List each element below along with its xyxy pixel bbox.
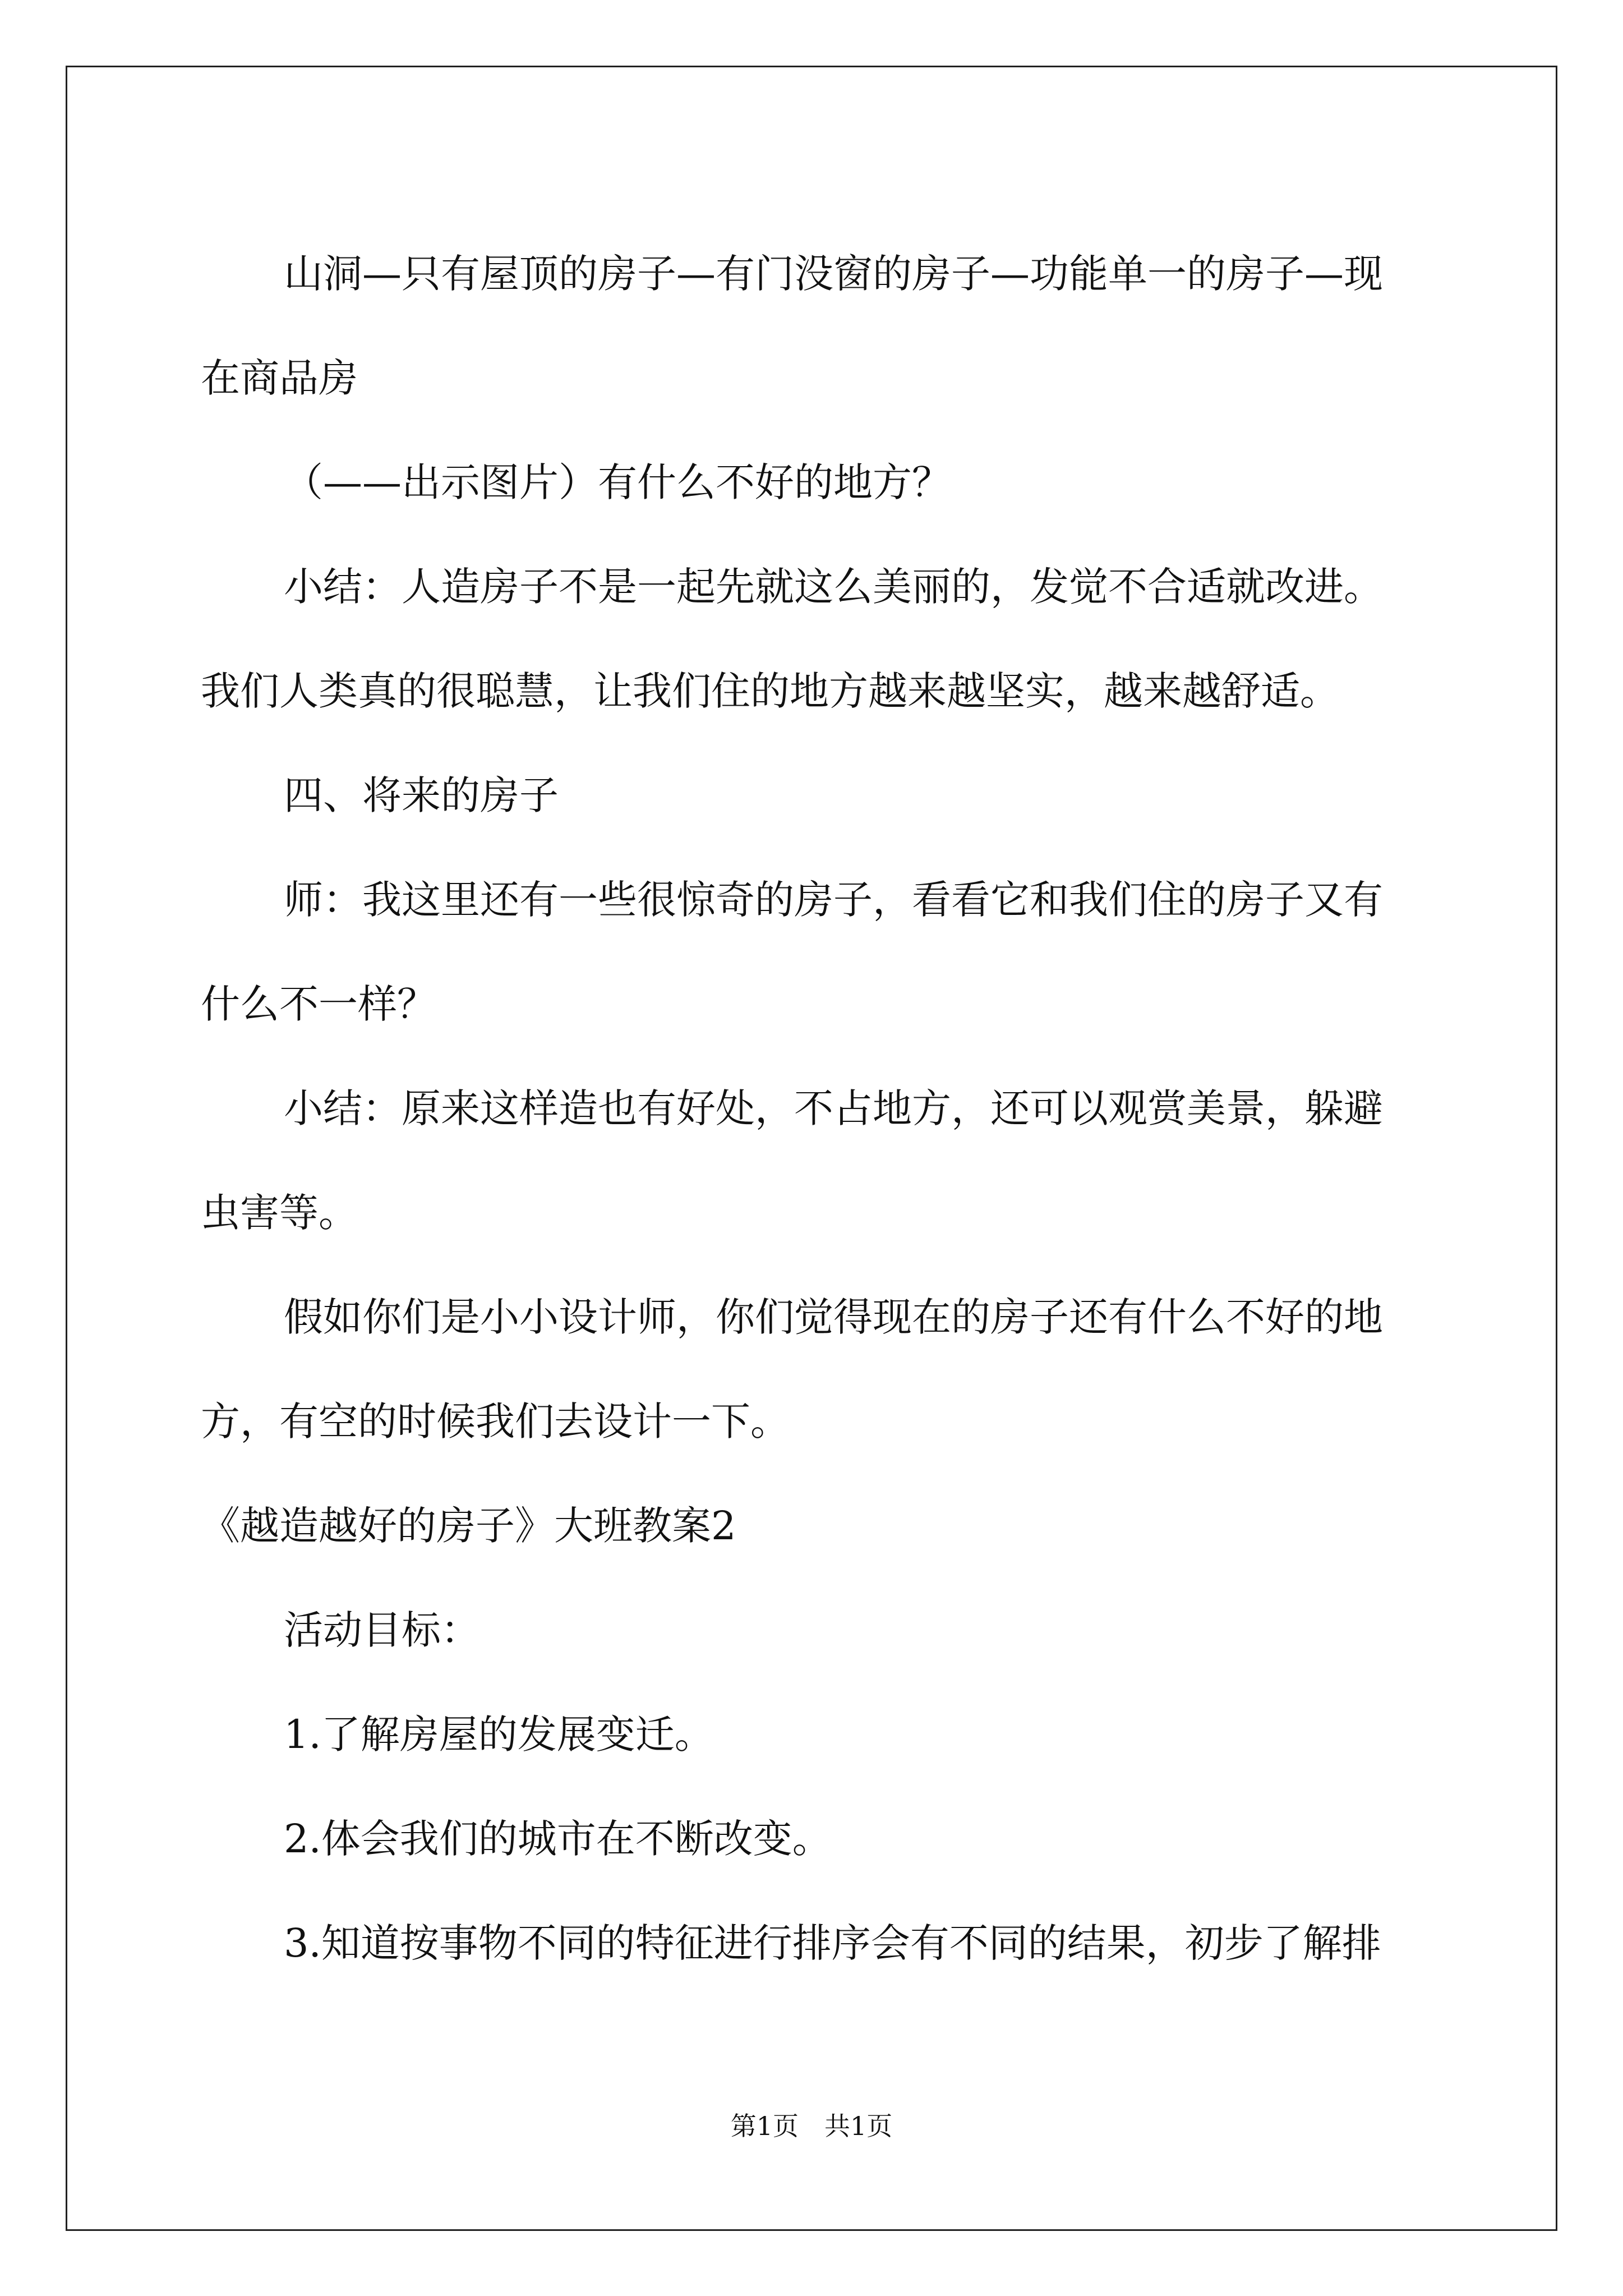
section-heading: 活动目标： <box>284 1607 480 1653</box>
section-heading: 四、将来的房子 <box>284 772 559 818</box>
paragraph: 师：我这里还有一些很惊奇的房子，看看它和我们住的房子又有 <box>284 877 1383 923</box>
paragraph: （——出示图片）有什么不好的地方？ <box>284 459 951 505</box>
list-item: 1.了解房屋的发展变迁。 <box>284 1711 714 1757</box>
list-item: 2.体会我们的城市在不断改变。 <box>284 1816 832 1862</box>
paragraph: 小结：人造房子不是一起先就这么美丽的，发觉不合适就改进。 <box>284 564 1383 610</box>
page-footer: 第1页 共1页 <box>730 2111 893 2141</box>
paragraph: 我们人类真的很聪慧，让我们住的地方越来越坚实，越来越舒适。 <box>201 668 1339 714</box>
document-body <box>201 222 1435 1995</box>
paragraph: 假如你们是小小设计师，你们觉得现在的房子还有什么不好的地 <box>284 1294 1383 1340</box>
paragraph: 在商品房 <box>201 355 358 401</box>
paragraph: 山洞—只有屋顶的房子—有门没窗的房子—功能单一的房子—现 <box>284 251 1383 297</box>
document-title: 《越造越好的房子》大班教案2 <box>201 1503 736 1549</box>
list-item: 3.知道按事物不同的特征进行排序会有不同的结果，初步了解排 <box>284 1920 1381 1966</box>
paragraph: 小结：原来这样造也有好处，不占地方，还可以观赏美景，躲避 <box>284 1085 1383 1131</box>
paragraph: 虫害等。 <box>201 1190 358 1236</box>
paragraph: 什么不一样？ <box>201 981 436 1027</box>
paragraph: 方，有空的时候我们去设计一下。 <box>201 1398 790 1444</box>
